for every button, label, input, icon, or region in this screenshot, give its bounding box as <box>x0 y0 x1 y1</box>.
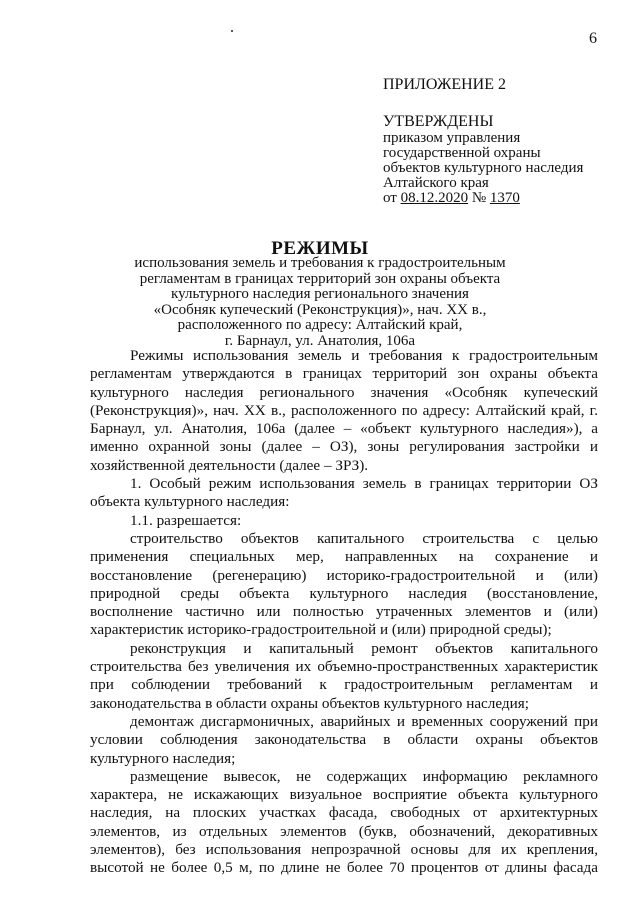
date-prefix: от <box>383 190 401 206</box>
subtitle-line: «Особняк купеческий (Реконструкция)», нач. XX в., <box>153 301 487 318</box>
paragraph-construction: строительство объектов капитального строительства с целью применения специальных мер, направленных на сохранение и восстановление (регенерацию) историко-градостроительной и (или) природной среды объекта культурного наследия (восстановление, восполнение частично или полностью утраченных элементов и (или) характеристик историко-градостроительной и (или) природной среды); <box>90 529 598 639</box>
paragraph-reconstruction: реконструкция и капитальный ремонт объектов капитального строительства без увеличения их объемно-пространственных характеристик при соблюдении требований к градостроительным регламентам и законодательства в области охраны объектов культурного наследия; <box>90 639 598 712</box>
document-subtitle <box>0 256 640 349</box>
approval-line: объектов культурного наследия <box>383 160 584 176</box>
approval-line: государственной охраны <box>383 145 541 161</box>
document-body <box>90 347 598 878</box>
subtitle-line: регламентам в границах территорий зон охраны объекта <box>139 270 501 287</box>
approval-date-line <box>383 191 583 206</box>
paragraph-intro: Режимы использования земель и требования к градостроительным регламентам утверждаются в границах территорий зон охраны объекта культурного наследия регионального значения «Особняк купеческий (Реконструкция)», нач. XX в., расположенного по адресу: Алтайский край, г. Барнаул, ул. Анатолия, 106а (далее – «объект культурного наследия»), а именно охранной зоны (далее – ОЗ), зоны регулирования застройки и хозяйственной деятельности (далее – ЗРЗ). <box>90 347 598 474</box>
approval-line: приказом управления <box>383 130 521 146</box>
subtitle-line: использования земель и требования к градостроительным <box>134 255 506 271</box>
scan-speck <box>231 30 233 32</box>
number-prefix: № <box>468 190 490 206</box>
paragraph-item-1-1: 1.1. разрешается: <box>130 511 242 529</box>
paragraph-section-1: 1. Особый режим использования земель в границах территории ОЗ объекта культурного наследия: <box>90 475 598 511</box>
approval-date: 08.12.2020 <box>400 190 469 206</box>
approved-heading: УТВЕРЖДЕНЫ <box>383 113 494 130</box>
page-number: 6 <box>589 30 597 47</box>
appendix-label: ПРИЛОЖЕНИЕ 2 <box>383 76 507 93</box>
paragraph-signage: размещение вывесок, не содержащих информацию рекламного характера, не искажающих визуальное восприятие объекта культурного наследия, на плоских участках фасада, свободных от архитектурных элементов, из отдельных элементов (букв, обозначений, декоративных элементов), без использования непрозрачной основы для их крепления, высотой не более 0,5 м, по длине не более 70 процентов от длины фасада <box>90 767 598 877</box>
approval-number: 1370 <box>489 190 520 206</box>
approval-line: Алтайского края <box>383 175 489 191</box>
subtitle-line: расположенного по адресу: Алтайский край, <box>177 317 463 333</box>
approval-block <box>383 131 583 206</box>
paragraph-demolition: демонтаж дисгармоничных, аварийных и временных сооружений при условии соблюдения законодательства в области охраны объектов культурного наследия; <box>90 712 598 767</box>
document-title: РЕЖИМЫ <box>271 238 369 259</box>
subtitle-line: г. Барнаул, ул. Анатолия, 106а <box>224 332 416 349</box>
subtitle-line: культурного наследия регионального значения <box>171 286 469 302</box>
